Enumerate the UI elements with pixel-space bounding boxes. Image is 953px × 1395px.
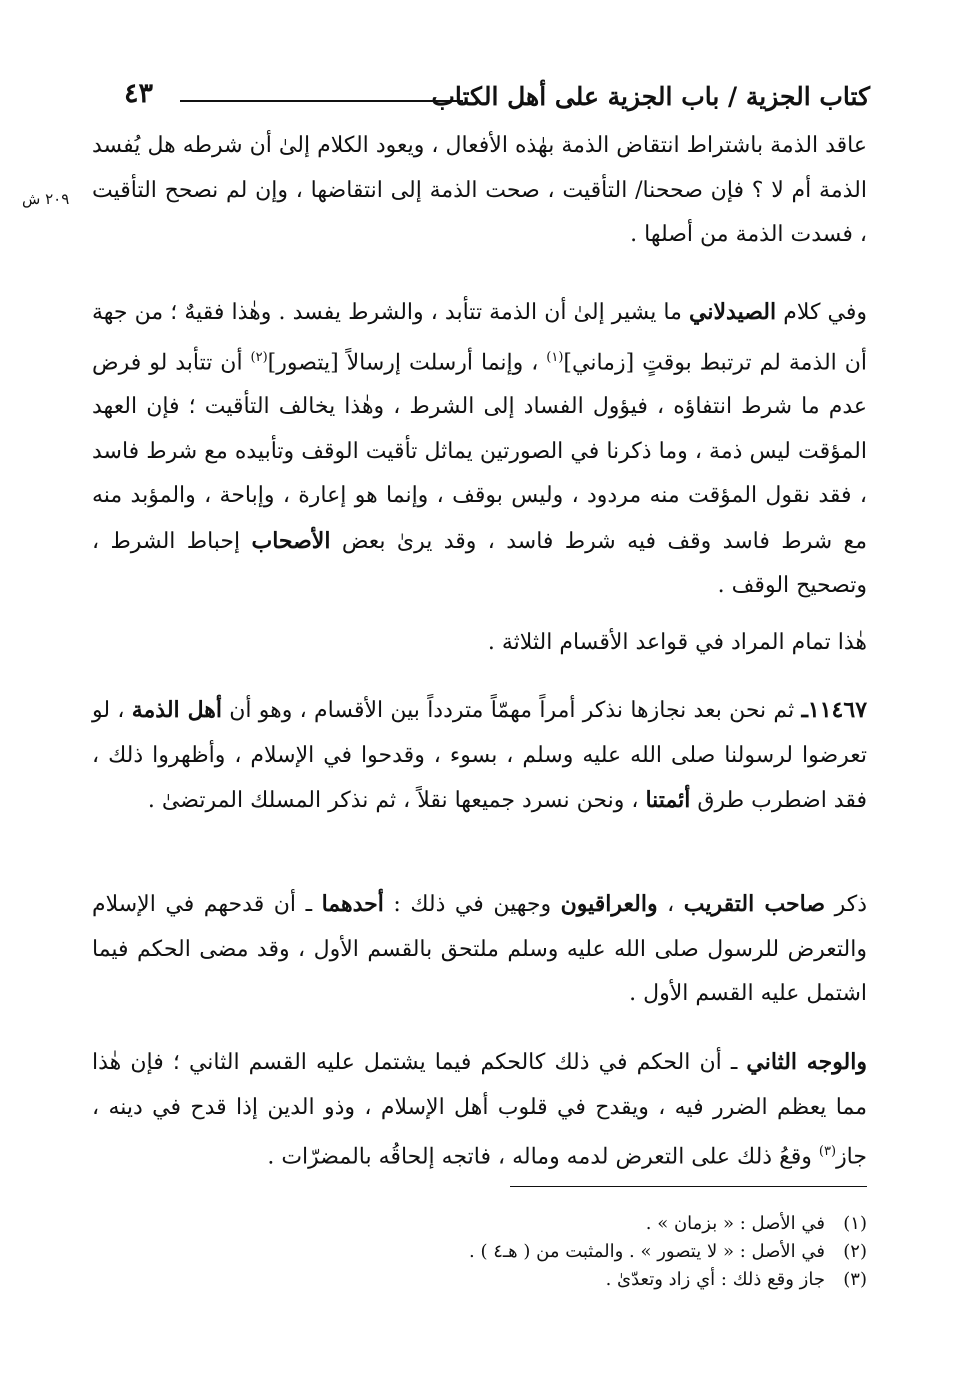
footnote-number: (٣) <box>843 1269 867 1290</box>
footnote-ref: (١) <box>546 349 564 365</box>
main-text <box>92 882 867 1017</box>
text-run: ، ونحن نسرد جميعها نقلاً ، ثم نذكر المسلك المرتضىٰ . <box>147 788 646 813</box>
text-run: هٰذا تمام المراد في قواعد الأقسام الثلاثة . <box>487 630 867 655</box>
page-header <box>100 78 870 120</box>
text-run: ما يشير إلىٰ أن الذمة تتأبد ، والشرط يفسد . وهٰذا فقيهٌ ؛ من جهة أن الذمة لم ترتبط بوقتٍ [زماني] <box>92 300 867 375</box>
bold-term: أحدهما <box>321 891 384 917</box>
margin-manuscript-ref: ٢٠٩ ش <box>22 190 70 208</box>
paragraph <box>92 1040 867 1180</box>
main-text <box>92 621 867 666</box>
paragraph <box>92 290 867 609</box>
main-text <box>92 688 867 824</box>
paragraph <box>92 688 867 824</box>
footnote-text: جاز وقع ذلك : أي زاد وتعدّىٰ . <box>605 1269 825 1290</box>
main-text <box>92 1040 867 1180</box>
text-run: ، لو تعرضوا لرسولنا صلى الله عليه وسلم ، بسوء ، وقدحوا في الإسلام ، وأظهروا ذلك ، فقد اضطرب طرق <box>92 698 867 813</box>
main-text <box>92 290 867 609</box>
bold-term: الأصحاب <box>251 527 331 554</box>
footnote <box>360 1238 867 1266</box>
page-number: ٤٣ <box>124 78 154 109</box>
bold-term: الصيدلاني <box>689 299 777 325</box>
bold-term: صاحب التقريب <box>683 891 826 917</box>
text-run: ذكر <box>825 892 867 917</box>
footnotes <box>360 1210 867 1294</box>
text-run: عاقد الذمة باشتراط انتقاض الذمة بهٰذه الأفعال ، ويعود الكلام إلىٰ أن شرطه هل يُفسد الذمة أم لا ؟ فإن صححنا/ التأقيت ، صحت الذمة إلى انتقاضها ، وإن لم نصحح التأقيت ، فسدت الذمة من أصلها . <box>92 133 867 247</box>
bold-term: أئمتنا <box>645 787 691 813</box>
paragraph <box>92 621 867 666</box>
footnote-number: (١) <box>843 1213 867 1234</box>
text-run: ، وإنما أرسلت إرسالاً [يتصور] <box>267 349 547 375</box>
footnote-ref: (٢) <box>250 349 268 365</box>
text-run: ـ أن الحكم في ذلك كالحكم فيما يشتمل عليه القسم الثاني ؛ فإن هٰذا مما يعظم الضرر فيه ، ويقدح في قلوب أهل الإسلام ، وذو الدين إذا قدح في دينه ، جاز <box>92 1050 867 1170</box>
footnote-separator <box>510 1186 867 1187</box>
footnote <box>360 1210 867 1238</box>
text-run: إحباط الشرط ، وتصحيح الوقف . <box>92 528 867 599</box>
header-rule <box>180 100 463 102</box>
footnote-text: في الأصل : « لا يتصور » . والمثبت من ( هـ٤ ) . <box>469 1241 825 1262</box>
footnote-number: (٢) <box>843 1241 867 1262</box>
bold-term: أهل الذمة <box>131 697 222 723</box>
text-run: ـ أن قدحهم في الإسلام والتعرض للرسول صلى الله عليه وسلم ملتحق بالقسم الأول ، وقد مضى الحكم فيما اشتمل عليه القسم الأول . <box>92 892 867 1006</box>
footnote-ref: (٣) <box>818 1144 837 1159</box>
running-title: كتاب الجزية / باب الجزية على أهل الكتاب <box>431 82 870 111</box>
paragraph <box>92 124 867 258</box>
text-run: وجهين في ذلك : <box>383 892 561 917</box>
text-run: وفي كلام <box>776 300 867 325</box>
paragraph <box>92 882 867 1017</box>
bold-term: ١١٤٦٧ـ <box>801 697 868 723</box>
footnote-text: في الأصل : « بزمان » . <box>645 1213 825 1234</box>
main-text <box>92 124 867 258</box>
footnote <box>360 1266 867 1294</box>
text-run: ثم نحن بعد نجازها نذكر أمراً مهمّاً متردداً بين الأقسام ، وهو أن <box>221 698 802 723</box>
text-run: ، <box>657 892 684 917</box>
bold-term: والعراقيون <box>560 891 658 917</box>
bold-term: والوجه الثاني <box>746 1049 867 1075</box>
text-run: أن تتأبد لو فرض عدم ما شرط انتفاؤه ، فيؤول الفساد إلى الشرط ، وهٰذا يخالف التأقيت ؛ فإن العهد المؤقت ليس ذمة ، وما ذكرنا في الصورتين يماثل تأقيت الوقف وتأبيده مع شرط فاسد ، فقد نقول المؤقت منه مردود ، وليس بوقف ، وإنما هو إعارة ، وإباحة ، والمؤبد منه مع شرط فاسد وقف فيه شرط فاسد ، وقد يرىٰ بعض <box>92 349 868 554</box>
text-run: وقعُ ذلك على التعرض لدمه وماله ، فاتجه إلحاقُه بالمضرّات . <box>267 1144 819 1170</box>
